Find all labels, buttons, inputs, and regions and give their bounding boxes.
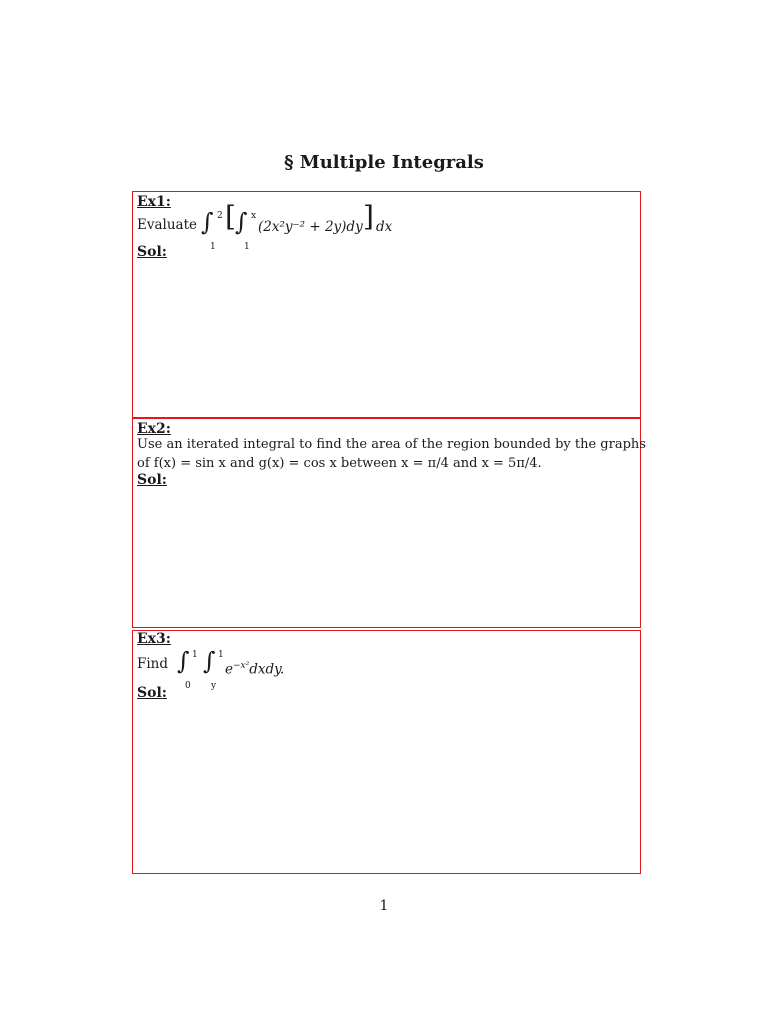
outer-integral-sign: ∫: [201, 208, 214, 236]
exercise-3-label: Ex3:: [137, 631, 171, 647]
exercise-1-lead: Evaluate: [137, 217, 198, 233]
outer-integral-sign: ∫: [177, 647, 190, 675]
exercise-1-label: Ex1:: [137, 194, 171, 210]
exercise-3-statement: [137, 647, 637, 691]
outer-upper-limit: 2: [217, 211, 223, 221]
exercise-1-integrand: (2x²y⁻² + 2y)dy: [258, 219, 363, 235]
inner-integral-sign: ∫: [235, 208, 248, 236]
page-number: 1: [379, 898, 389, 914]
exercise-1-dx: dx: [376, 219, 393, 235]
exercise-3-sol-label: Sol:: [137, 685, 167, 701]
inner-integral-sign: ∫: [203, 647, 216, 675]
exercise-2-line-1: Use an iterated integral to find the area of the region bounded by the graphs: [137, 437, 646, 452]
exercise-3-box: [132, 630, 641, 874]
outer-upper-limit: 1: [192, 650, 198, 660]
exercise-2-box: [132, 418, 646, 628]
exercise-2-label: Ex2:: [137, 421, 171, 437]
inner-upper-limit: x: [251, 211, 257, 221]
inner-lower-limit: 1: [244, 242, 250, 252]
page-title: § Multiple Integrals: [284, 152, 484, 173]
outer-lower-limit: 1: [210, 242, 216, 252]
inner-upper-limit: 1: [218, 650, 224, 660]
exercise-3-lead: Find: [137, 656, 169, 672]
exercise-2-sol-label: Sol:: [137, 472, 167, 488]
exercise-2-line-2: of f(x) = sin x and g(x) = cos x between x = π/4 and x = 5π/4.: [137, 456, 542, 471]
inner-lower-limit: y: [211, 681, 217, 691]
exercise-1-box: [132, 191, 641, 418]
exercise-3-integrand: $e^{-x^2}dxdy$.: [225, 661, 285, 678]
left-bracket: [: [225, 200, 236, 233]
outer-lower-limit: 0: [185, 681, 191, 691]
exercise-1-sol-label: Sol:: [137, 244, 167, 260]
right-bracket: ]: [363, 200, 374, 233]
